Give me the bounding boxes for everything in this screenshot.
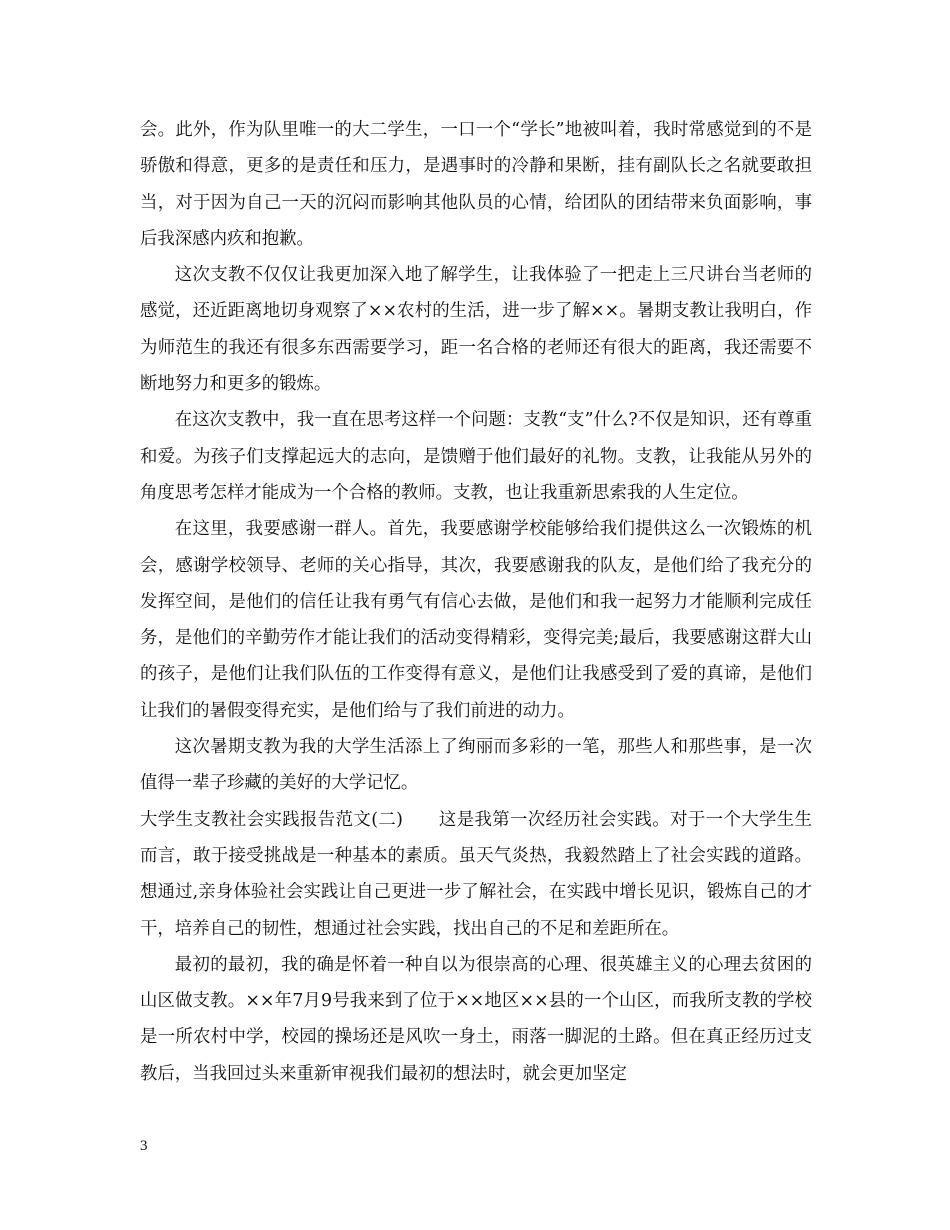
section-paragraph <box>140 802 812 947</box>
paragraph: 这次支教不仅仅让我更加深入地了解学生，让我体验了一把走上三尺讲台当老师的感觉，还近距离地切身观察了××农村的生活，进一步了解××。暑期支教让我明白，作为师范生的我还有很多东西需要学习，距一名合格的老师还有很大的距离，我还需要不断地努力和更多的锻炼。 <box>140 265 812 395</box>
paragraph: 在这里，我要感谢一群人。首先，我要感谢学校能够给我们提供这么一次锻炼的机会，感谢学校领导、老师的关心指导，其次，我要感谢我的队友，是他们给了我充分的发挥空间，是他们的信任让我有勇气有信心去做，是他们和我一起努力才能顺利完成任务，是他们的辛勤劳作才能让我们的活动变得精彩，变得完美;最后，我要感谢这群大山的孩子，是他们让我们队伍的工作变得有意义，是他们让我感受到了爱的真谛，是他们让我们的暑假变得充实，是他们给与了我们前进的动力。 <box>140 519 812 721</box>
page-number: 3 <box>140 1138 148 1154</box>
paragraph: 在这次支教中，我一直在思考这样一个问题：支教“支”什么?不仅是知识，还有尊重和爱。为孩子们支撑起远大的志向，是馈赠于他们最好的礼物。支教，让我能从另外的角度思考怎样才能成为一个合格的教师。支教，也让我重新思索我的人生定位。 <box>140 410 812 503</box>
paragraph-continued: 会。此外，作为队里唯一的大二学生，一口一个“学长”地被叫着，我时常感觉到的不是骄傲和得意，更多的是责任和压力，是遇事时的冷静和果断，挂有副队长之名就要敢担当，对于因为自己一天的沉闷而影响其他队员的心情，给团队的团结带来负面影响，事后我深感内疚和抱歉。 <box>140 120 812 249</box>
paragraph: 这次暑期支教为我的大学生活添上了绚丽而多彩的一笔，那些人和那些事，是一次值得一辈子珍藏的美好的大学记忆。 <box>140 737 812 794</box>
section-gap <box>403 810 439 830</box>
section-title: 大学生支教社会实践报告范文(二) <box>140 809 403 830</box>
section-first-paragraph: 这是我第一次经历社会实践。对于一个大学生生而言，敢于接受挑战是一种基本的素质。虽天气炎热，我毅然踏上了社会实践的道路。想通过,亲身体验社会实践让自己更进一步了解社会，在实践中增长见识，锻炼自己的才干，培养自己的韧性，想通过社会实践，找出自己的不足和差距所在。 <box>140 809 812 939</box>
document-body <box>140 112 812 1092</box>
paragraph: 最初的最初，我的确是怀着一种自以为很崇高的心理、很英雄主义的心理去贫困的山区做支教。××年7月9号我来到了位于××地区××县的一个山区，而我所支教的学校是一所农村中学，校园的操场还是风吹一身土，雨落一脚泥的土路。但在真正经历过支教后，当我回过头来重新审视我们最初的想法时，就会更加坚定 <box>140 954 812 1084</box>
